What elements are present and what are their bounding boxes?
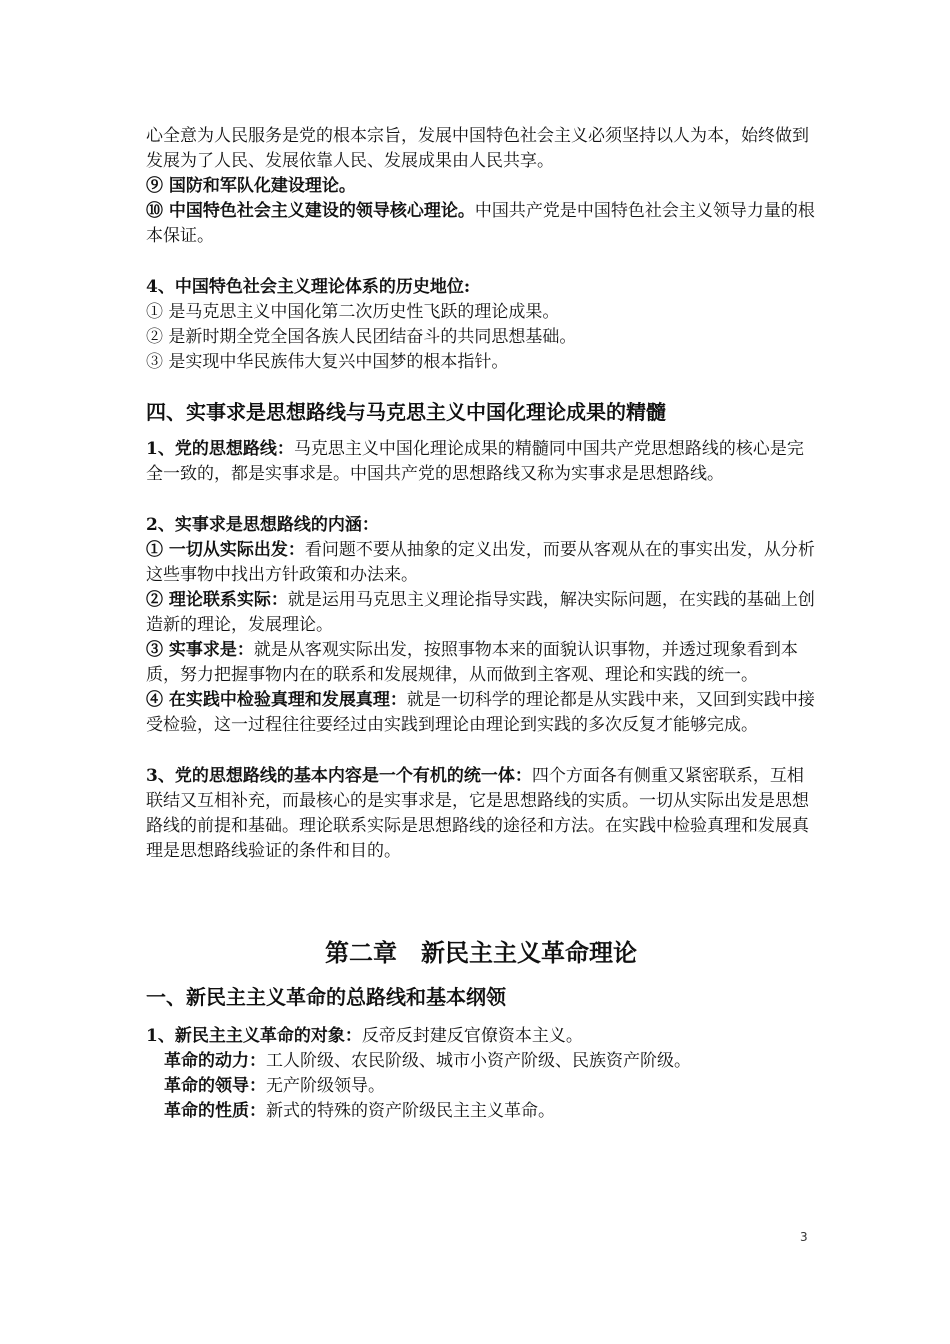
list-item-text: 就是从客观实际出发，按照事物本来的面貌认识事物，并透过现象看到本质，努力把握事物内在的联系和发展规律，从而做到主客观、理论和实践的统一。 (146, 640, 798, 685)
list-item-label: ④ 在实践中检验真理和发展真理： (146, 690, 407, 710)
paragraph-3-label: 3、党的思想路线的基本内容是一个有机的统一体： (146, 766, 532, 786)
list-item-text: 就是运用马克思主义理论指导实践，解决实际问题，在实践的基础上创造新的理论，发展理论。 (146, 590, 815, 635)
page-content (146, 124, 816, 1124)
revolution-target-label: 1、新民主主义革命的对象： (146, 1026, 362, 1046)
paragraph-1-label: 1、党的思想路线： (146, 439, 294, 459)
list-item-text: 就是一切科学的理论都是从实践中来，又回到实践中接受检验，这一过程往往要经过由实践到理论由理论到实践的多次反复才能够完成。 (146, 690, 815, 735)
continued-paragraph: 心全意为人民服务是党的根本宗旨，发展中国特色社会主义必须坚持以人为本，始终做到发展为了人民、发展依靠人民、发展成果由人民共享。 (146, 126, 809, 171)
list-item-label: ① 一切从实际出发： (146, 540, 305, 560)
list-item: ① 是马克思主义中国化第二次历史性飞跃的理论成果。 (146, 302, 560, 322)
list-item-text: 看问题不要从抽象的定义出发，而要从客观从在的事实出发，从分析这些事物中找出方针政策和办法来。 (146, 540, 815, 585)
paragraph-1-text: 马克思主义中国化理论成果的精髓同中国共产党思想路线的核心是完全一致的，都是实事求是。中国共产党的思想路线又称为实事求是思想路线。 (146, 439, 804, 484)
section-title-1: 一、新民主主义革命的总路线和基本纲领 (146, 985, 506, 1009)
revolution-nature-text: 新式的特殊的资产阶级民主主义革命。 (266, 1101, 555, 1121)
paragraph-2-heading: 2、实事求是思想路线的内涵： (146, 515, 379, 535)
list-item-10 (146, 199, 816, 249)
revolution-force (146, 1049, 816, 1074)
section-title-4: 四、实事求是思想路线与马克思主义中国化理论成果的精髓 (146, 400, 666, 424)
section-heading-4: 4、中国特色社会主义理论体系的历史地位: (146, 277, 471, 297)
revolution-nature-label: 革命的性质： (164, 1101, 266, 1121)
list-item: ② 是新时期全党全国各族人民团结奋斗的共同思想基础。 (146, 327, 577, 347)
list-item-10-text: 中国共产党是中国特色社会主义领导力量的根本保证。 (146, 201, 815, 246)
paragraph-3-text: 四个方面各有侧重又紧密联系，互相联结又互相补充，而最核心的是实事求是，它是思想路线的实质。一切从实际出发是思想路线的前提和基础。理论联系实际是思想路线的途径和方法。在实践中检验真理和发展真理是思想路线验证的条件和目的。 (146, 766, 809, 861)
revolution-force-text: 工人阶级、农民阶级、城市小资产阶级、民族资产阶级。 (266, 1051, 691, 1071)
paragraph-1 (146, 437, 816, 487)
list-item-label: ③ 实事求是： (146, 640, 254, 660)
list-item (146, 588, 816, 638)
revolution-nature (146, 1099, 816, 1124)
paragraph-3 (146, 764, 816, 864)
list-item (146, 638, 816, 688)
revolution-force-label: 革命的动力： (164, 1051, 266, 1071)
list-item-label: ② 理论联系实际： (146, 590, 288, 610)
list-item-10-label: ⑩ 中国特色社会主义建设的领导核心理论。 (146, 201, 475, 221)
revolution-leader (146, 1074, 816, 1099)
list-item (146, 538, 816, 588)
list-item: ③ 是实现中华民族伟大复兴中国梦的根本指针。 (146, 352, 509, 372)
revolution-leader-text: 无产阶级领导。 (266, 1076, 385, 1096)
page-number: 3 (800, 1230, 808, 1244)
chapter-title: 第二章 新民主主义革命理论 (325, 938, 637, 967)
list-item (146, 688, 816, 738)
list-item-9: ⑨ 国防和军队化建设理论。 (146, 176, 356, 196)
revolution-leader-label: 革命的领导： (164, 1076, 266, 1096)
revolution-target (146, 1024, 816, 1049)
revolution-target-text: 反帝反封建反官僚资本主义。 (361, 1026, 583, 1046)
